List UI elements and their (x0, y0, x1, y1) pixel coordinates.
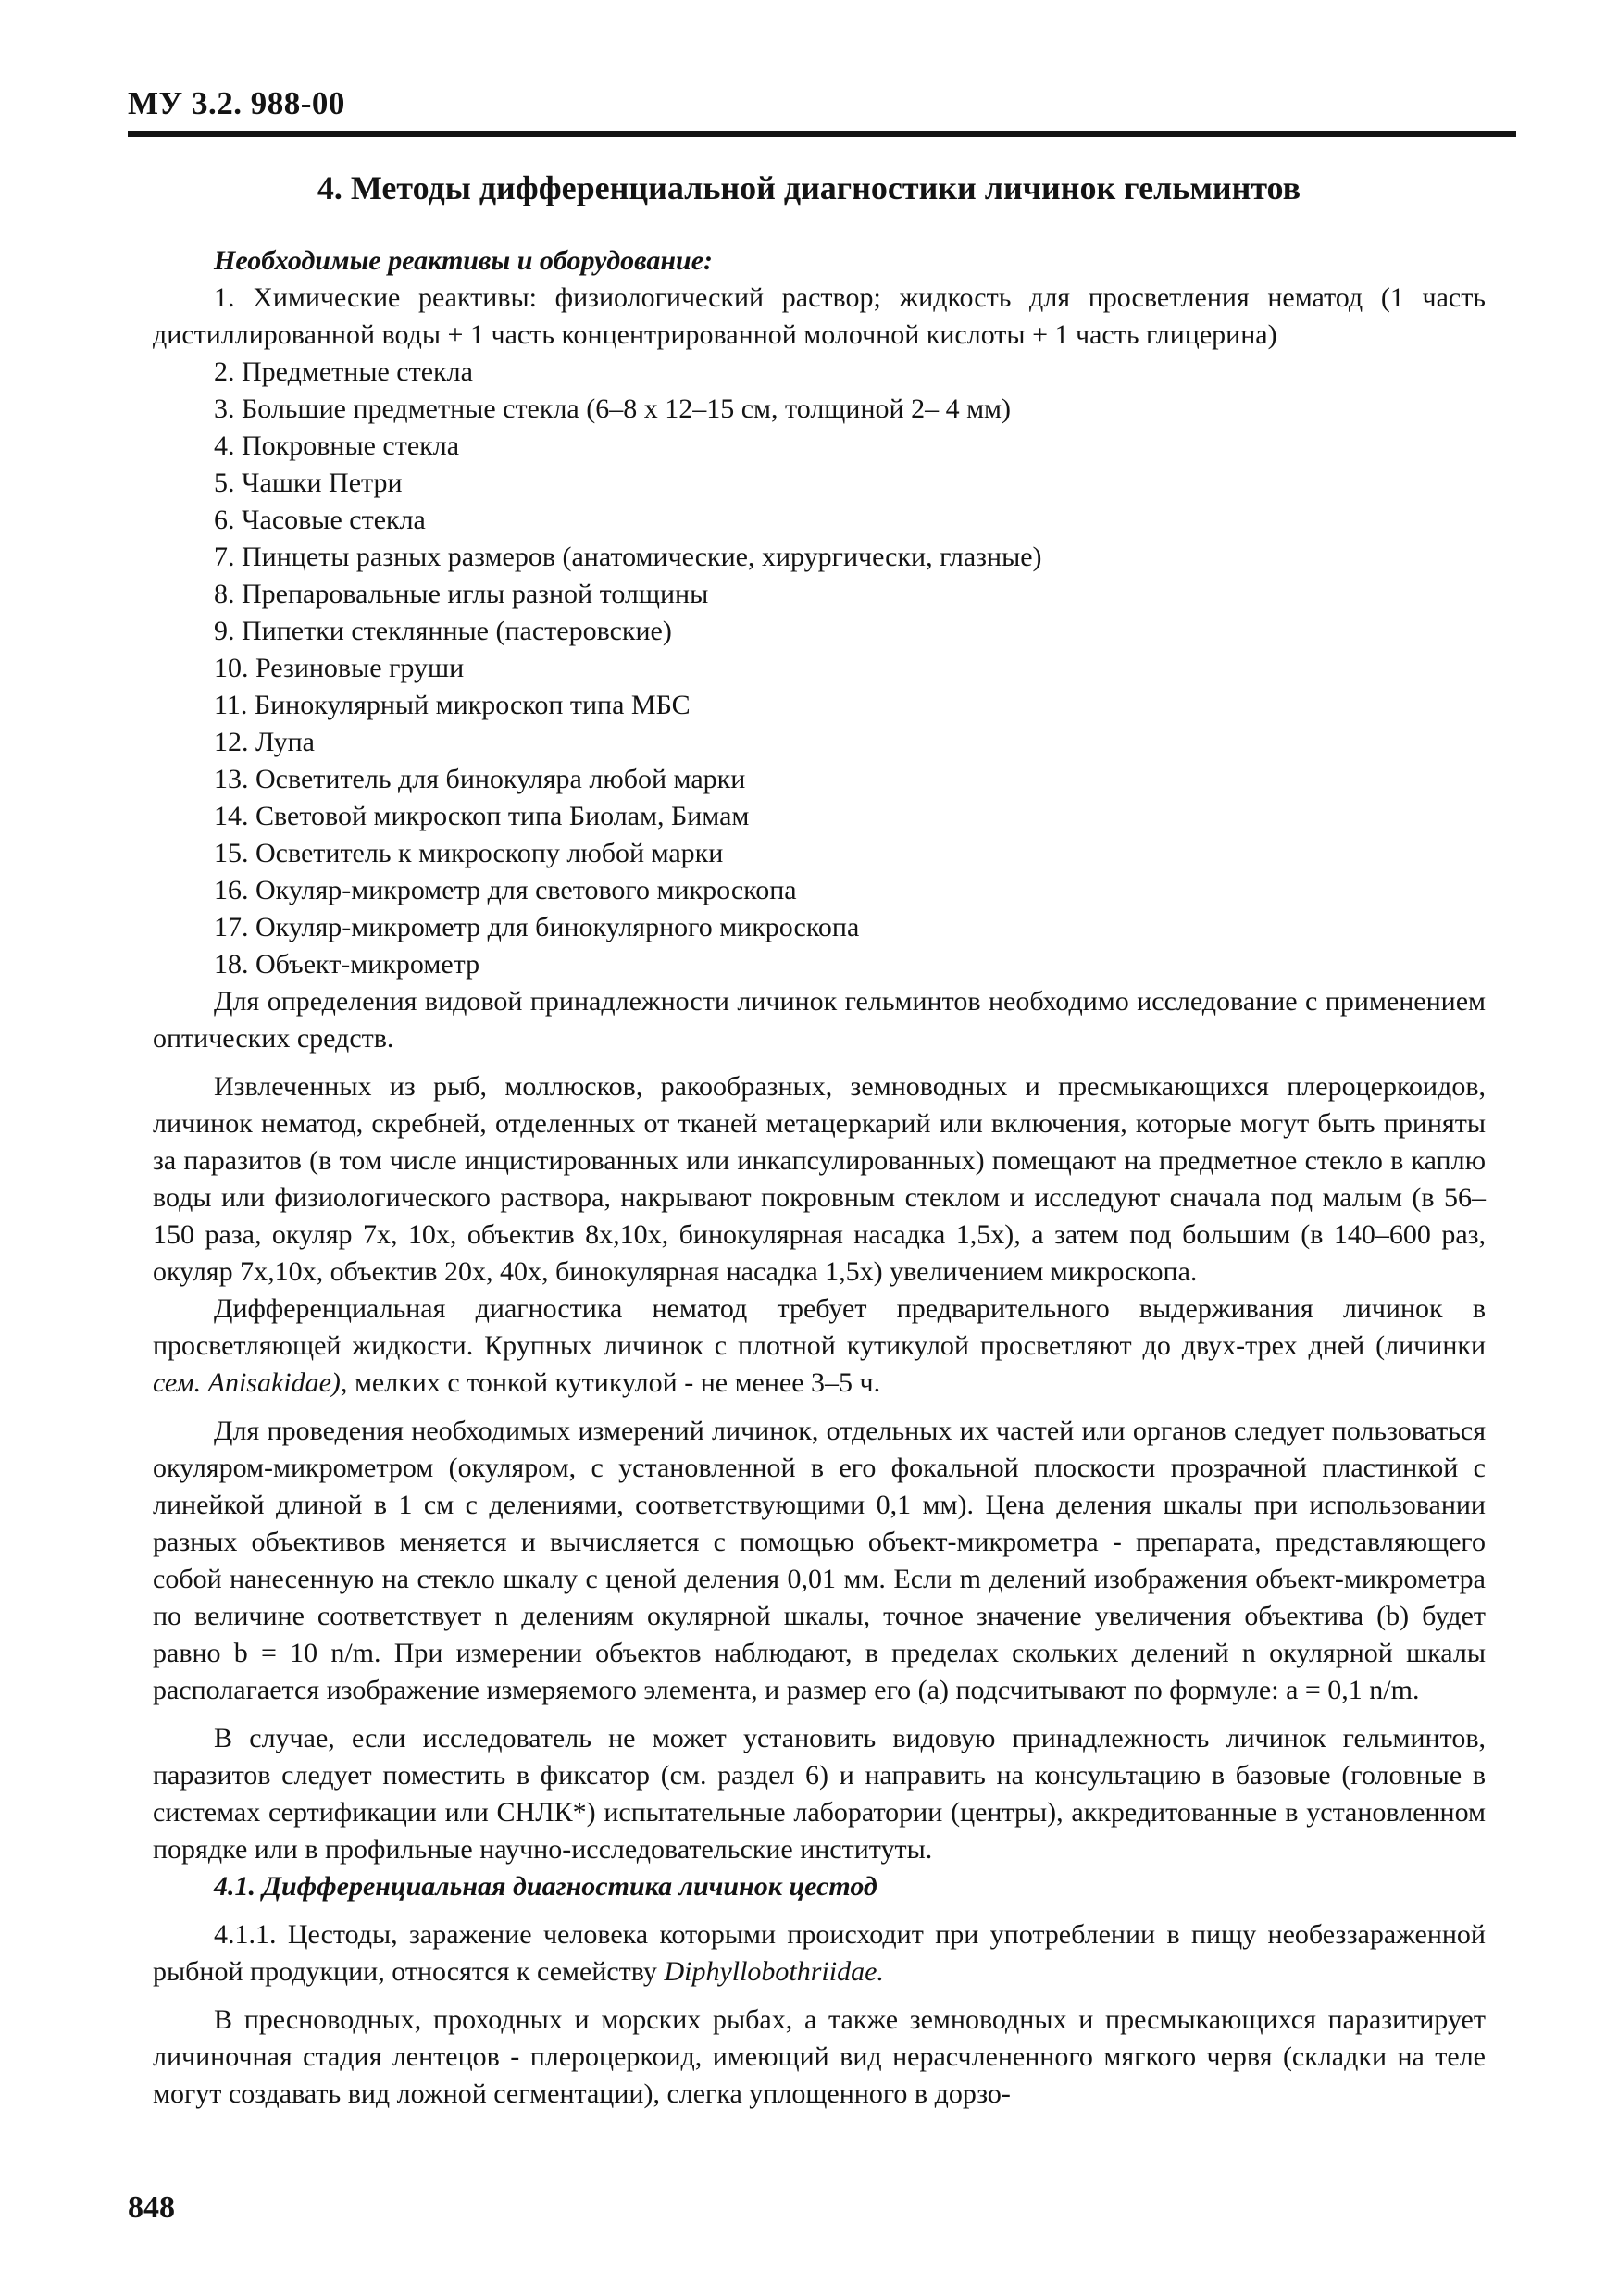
list-item: 17. Окуляр-микрометр для бинокулярного микроскопа (214, 912, 860, 942)
list-item: 10. Резиновые груши (214, 653, 465, 683)
list-item: 8. Препаровальные иглы разной толщины (214, 579, 709, 609)
paragraph-plerocercoid: В пресноводных, проходных и морских рыбах, а также земноводных и пресмыкающихся паразитирует личиночная стадия лентецов - плероцеркоид, имеющий вид нерасчлененного мягкого червя (складки на теле могут создавать вид ложной сегментации), слегка уплощенного в дорзо- (153, 2004, 1486, 2109)
list-item: 13. Осветитель для бинокуляра любой марки (214, 764, 746, 794)
list-item: 9. Пипетки стеклянные (пастеровские) (214, 616, 672, 646)
family-name-diphyllobothriidae: Diphyllobothriidae. (664, 1956, 884, 1987)
paragraph-optics: Для определения видовой принадлежности личинок гельминтов необходимо исследование с применением оптических средств. (153, 986, 1486, 1054)
section-title: 4. Методы дифференциальной диагностики личинок гельминтов (317, 169, 1301, 206)
subsection-title: 4.1. Дифференциальная диагностика личинок цестод (214, 1871, 877, 1902)
list-item: 16. Окуляр-микрометр для светового микроскопа (214, 875, 797, 905)
list-item: 18. Объект-микрометр (214, 949, 480, 980)
list-item: 2. Предметные стекла (214, 356, 473, 387)
list-item: 6. Часовые стекла (214, 505, 426, 535)
list-item: 5. Чашки Петри (214, 468, 403, 498)
list-item: 4. Покровные стекла (214, 430, 460, 461)
list-item: 15. Осветитель к микроскопу любой марки (214, 838, 724, 868)
list-item: 11. Бинокулярный микроскоп типа МБС (214, 690, 691, 720)
document-code-header: МУ 3.2. 988-00 (128, 85, 345, 121)
list-item-1: 1. Химические реактивы: физиологический раствор; жидкость для просветления нематод (1 часть дистиллированной воды + 1 часть концентрированной молочной кислоты + 1 часть глицерина) (153, 282, 1486, 350)
family-name-anisakidae: сем. Anisakidae), (153, 1367, 348, 1398)
paragraph-examination: Извлеченных из рыб, моллюсков, ракообразных, земноводных и пресмыкающихся плероцеркоидов, личинок нематод, скребней, отделенных от тканей метацеркарий или включения, которые могут быть приняты за паразитов (в том числе инцистированных или инкапсулированных) помещают на предметное стекло в каплю воды или физиологического раствора, накрывают покровным стеклом и исследуют сначала под малым (в 56–150 раза, окуляр 7х, 10х, объектив 8х,10х, бинокулярная насадка 1,5х), а затем под большим (в 140–600 раз, окуляр 7х,10х, объектив 20х, 40х, бинокулярная насадка 1,5х) увеличением микроскопа. (153, 1071, 1486, 1287)
reagents-title: Необходимые реактивы и оборудование: (214, 245, 714, 276)
clearing-text-end: мелких с тонкой кутикулой - не менее 3–5 ч. (347, 1367, 881, 1398)
paragraph-consultation: В случае, если исследователь не может установить видовую принадлежность личинок гельминтов, паразитов следует поместить в фиксатор (см. раздел 6) и направить на консультацию в базовые (головные в системах сертификации или СНЛК*) испытательные лаборатории (центры), аккредитованные в установленном порядке или в профильные научно-исследовательские институты. (153, 1723, 1486, 1865)
paragraph-clearing (153, 1291, 1486, 1402)
page-number: 848 (128, 2190, 175, 2225)
header-rule (128, 131, 1516, 137)
list-item: 7. Пинцеты разных размеров (анатомические, хирургически, глазные) (214, 542, 1042, 572)
equipment-list (153, 354, 1486, 983)
paragraph-measurement: Для проведения необходимых измерений личинок, отдельных их частей или органов следует пользоваться окуляром-микрометром (окуляром, с установленной в его фокальной плоскости прозрачной пластинкой с линейкой длиной в 1 см с делениями, соответствующими 0,1 мм). Цена деления шкалы при использовании разных объективов меняется и вычисляется с помощью объект-микрометра - препарата, представляющего собой нанесенную на стекло шкалу с ценой деления 0,01 мм. Если m делений изображения объект-микрометра по величине соответствует n делениям окулярной шкалы, точное значение увеличения объектива (b) будет равно b = 10 n/m. При измерении объектов наблюдают, в пределах скольких делений n окулярной шкалы располагается изображение измеряемого элемента, и размер его (а) подсчитывают по формуле: а = 0,1 n/m. (153, 1416, 1486, 1705)
main-content (153, 243, 1486, 2113)
list-item: 3. Большие предметные стекла (6–8 х 12–15 см, толщиной 2– 4 мм) (214, 393, 1012, 424)
list-item: 12. Лупа (214, 727, 315, 757)
paragraph-cestodes (153, 1916, 1486, 1990)
clearing-text: Дифференциальная диагностика нематод требует предварительного выдерживания личинок в просветляющей жидкости. Крупных личинок с плотной кутикулой просветляют до двух-трех дней (личинки (153, 1293, 1486, 1361)
cestodes-text: 4.1.1. Цестоды, заражение человека которыми происходит при употреблении в пищу необеззараженной рыбной продукции, относятся к семейству (153, 1919, 1486, 1987)
list-item: 14. Световой микроскоп типа Биолам, Бимам (214, 801, 750, 831)
